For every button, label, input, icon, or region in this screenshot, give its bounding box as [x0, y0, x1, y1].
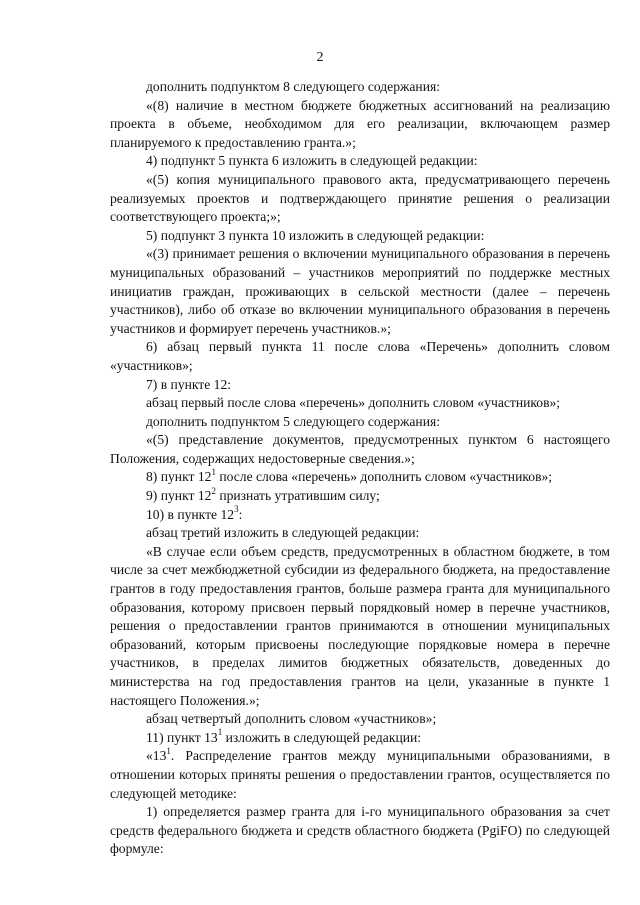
superscript: 2	[211, 485, 216, 496]
paragraph	[110, 487, 610, 506]
paragraph: 7) в пункте 12:	[146, 376, 232, 392]
superscript: 1	[211, 466, 216, 477]
paragraph-text: 9) пункт 12	[146, 488, 212, 504]
paragraph	[110, 729, 610, 748]
paragraph: «(5) представление документов, предусмотренных пунктом 6 настоящего Положения, содержащих недостоверные сведения.»;	[110, 432, 610, 466]
paragraph: 5) подпункт 3 пункта 10 изложить в следующей редакции:	[146, 227, 485, 243]
superscript: 1	[166, 745, 171, 756]
superscript: 1	[217, 727, 223, 738]
superscript: 3	[234, 504, 239, 515]
paragraph: дополнить подпунктом 8 следующего содержания:	[146, 79, 441, 94]
paragraph-text: 10) в пункте 12	[146, 506, 235, 522]
paragraph-text: изложить в следующей редакции:	[222, 729, 422, 745]
paragraph: «(5) копия муниципального правового акта, предусматривающего перечень реализуемых проектов и подтверждающего принятие решения о реализации соответствующего проекта;»;	[110, 171, 610, 225]
paragraph: абзац первый после слова «перечень» дополнить словом «участников»;	[146, 395, 561, 411]
paragraph: дополнить подпунктом 5 следующего содержания:	[146, 413, 441, 429]
paragraph: «В случае если объем средств, предусмотренных в областном бюджете, в том числе за счет межбюджетной субсидии из федерального бюджета, на предоставление грантов в году предоставления грантов, больше размера гранта для муниципального образования, которому присвоен первый порядковый номер в перечне участников, решения о предоставлении грантов принимаются в отношении муниципальных образований, которым присвоены последующие порядковые номера в перечне участников, в пределах лимитов бюджетных обязательств, доведенных до министерства на год предоставления грантов на цели, указанные в пункте 1 настоящего Положения.»;	[110, 543, 610, 708]
paragraph-text: . Распределение грантов между муниципальными образованиями, в отношении которых приняты решения о предоставлении грантов, осуществляется по следующей методике:	[110, 748, 610, 801]
paragraph	[110, 747, 610, 803]
document-body	[110, 78, 610, 859]
paragraph-text: 8) пункт 12	[146, 469, 212, 485]
paragraph: абзац четвертый дополнить словом «участников»;	[146, 711, 437, 727]
paragraph: 1) определяется размер гранта для i-го муниципального образования за счет средств федерального бюджета и средств областного бюджета (PgiFO) по следующей формуле:	[110, 804, 610, 857]
paragraph-text: «13	[146, 748, 167, 764]
paragraph: 4) подпункт 5 пункта 6 изложить в следующей редакции:	[146, 153, 478, 169]
paragraph-text: :	[238, 506, 243, 522]
paragraph: абзац третий изложить в следующей редакции:	[146, 525, 420, 541]
paragraph-text: 11) пункт 13	[146, 729, 218, 745]
page-number: 2	[316, 50, 324, 65]
paragraph: 6) абзац первый пункта 11 после слова «Перечень» дополнить словом «участников»;	[110, 339, 610, 373]
paragraph: «(3) принимает решения о включении муниципального образования в перечень муниципальных образований – участников мероприятий по поддержке местных инициатив граждан, проживающих в сельской местности (далее – перечень участников), либо об отказе во включении муниципального образования в перечень участников и формирует перечень участников.»;	[110, 246, 610, 336]
paragraph-text: после слова «перечень» дополнить словом «участников»;	[215, 469, 553, 485]
paragraph	[110, 506, 610, 525]
paragraph: «(8) наличие в местном бюджете бюджетных ассигнований на реализацию проекта в объеме, необходимом для его реализации, включающем размер планируемого к предоставлению гранта.»;	[110, 97, 610, 150]
paragraph-text: признать утратившим силу;	[215, 488, 380, 504]
paragraph	[110, 468, 610, 487]
